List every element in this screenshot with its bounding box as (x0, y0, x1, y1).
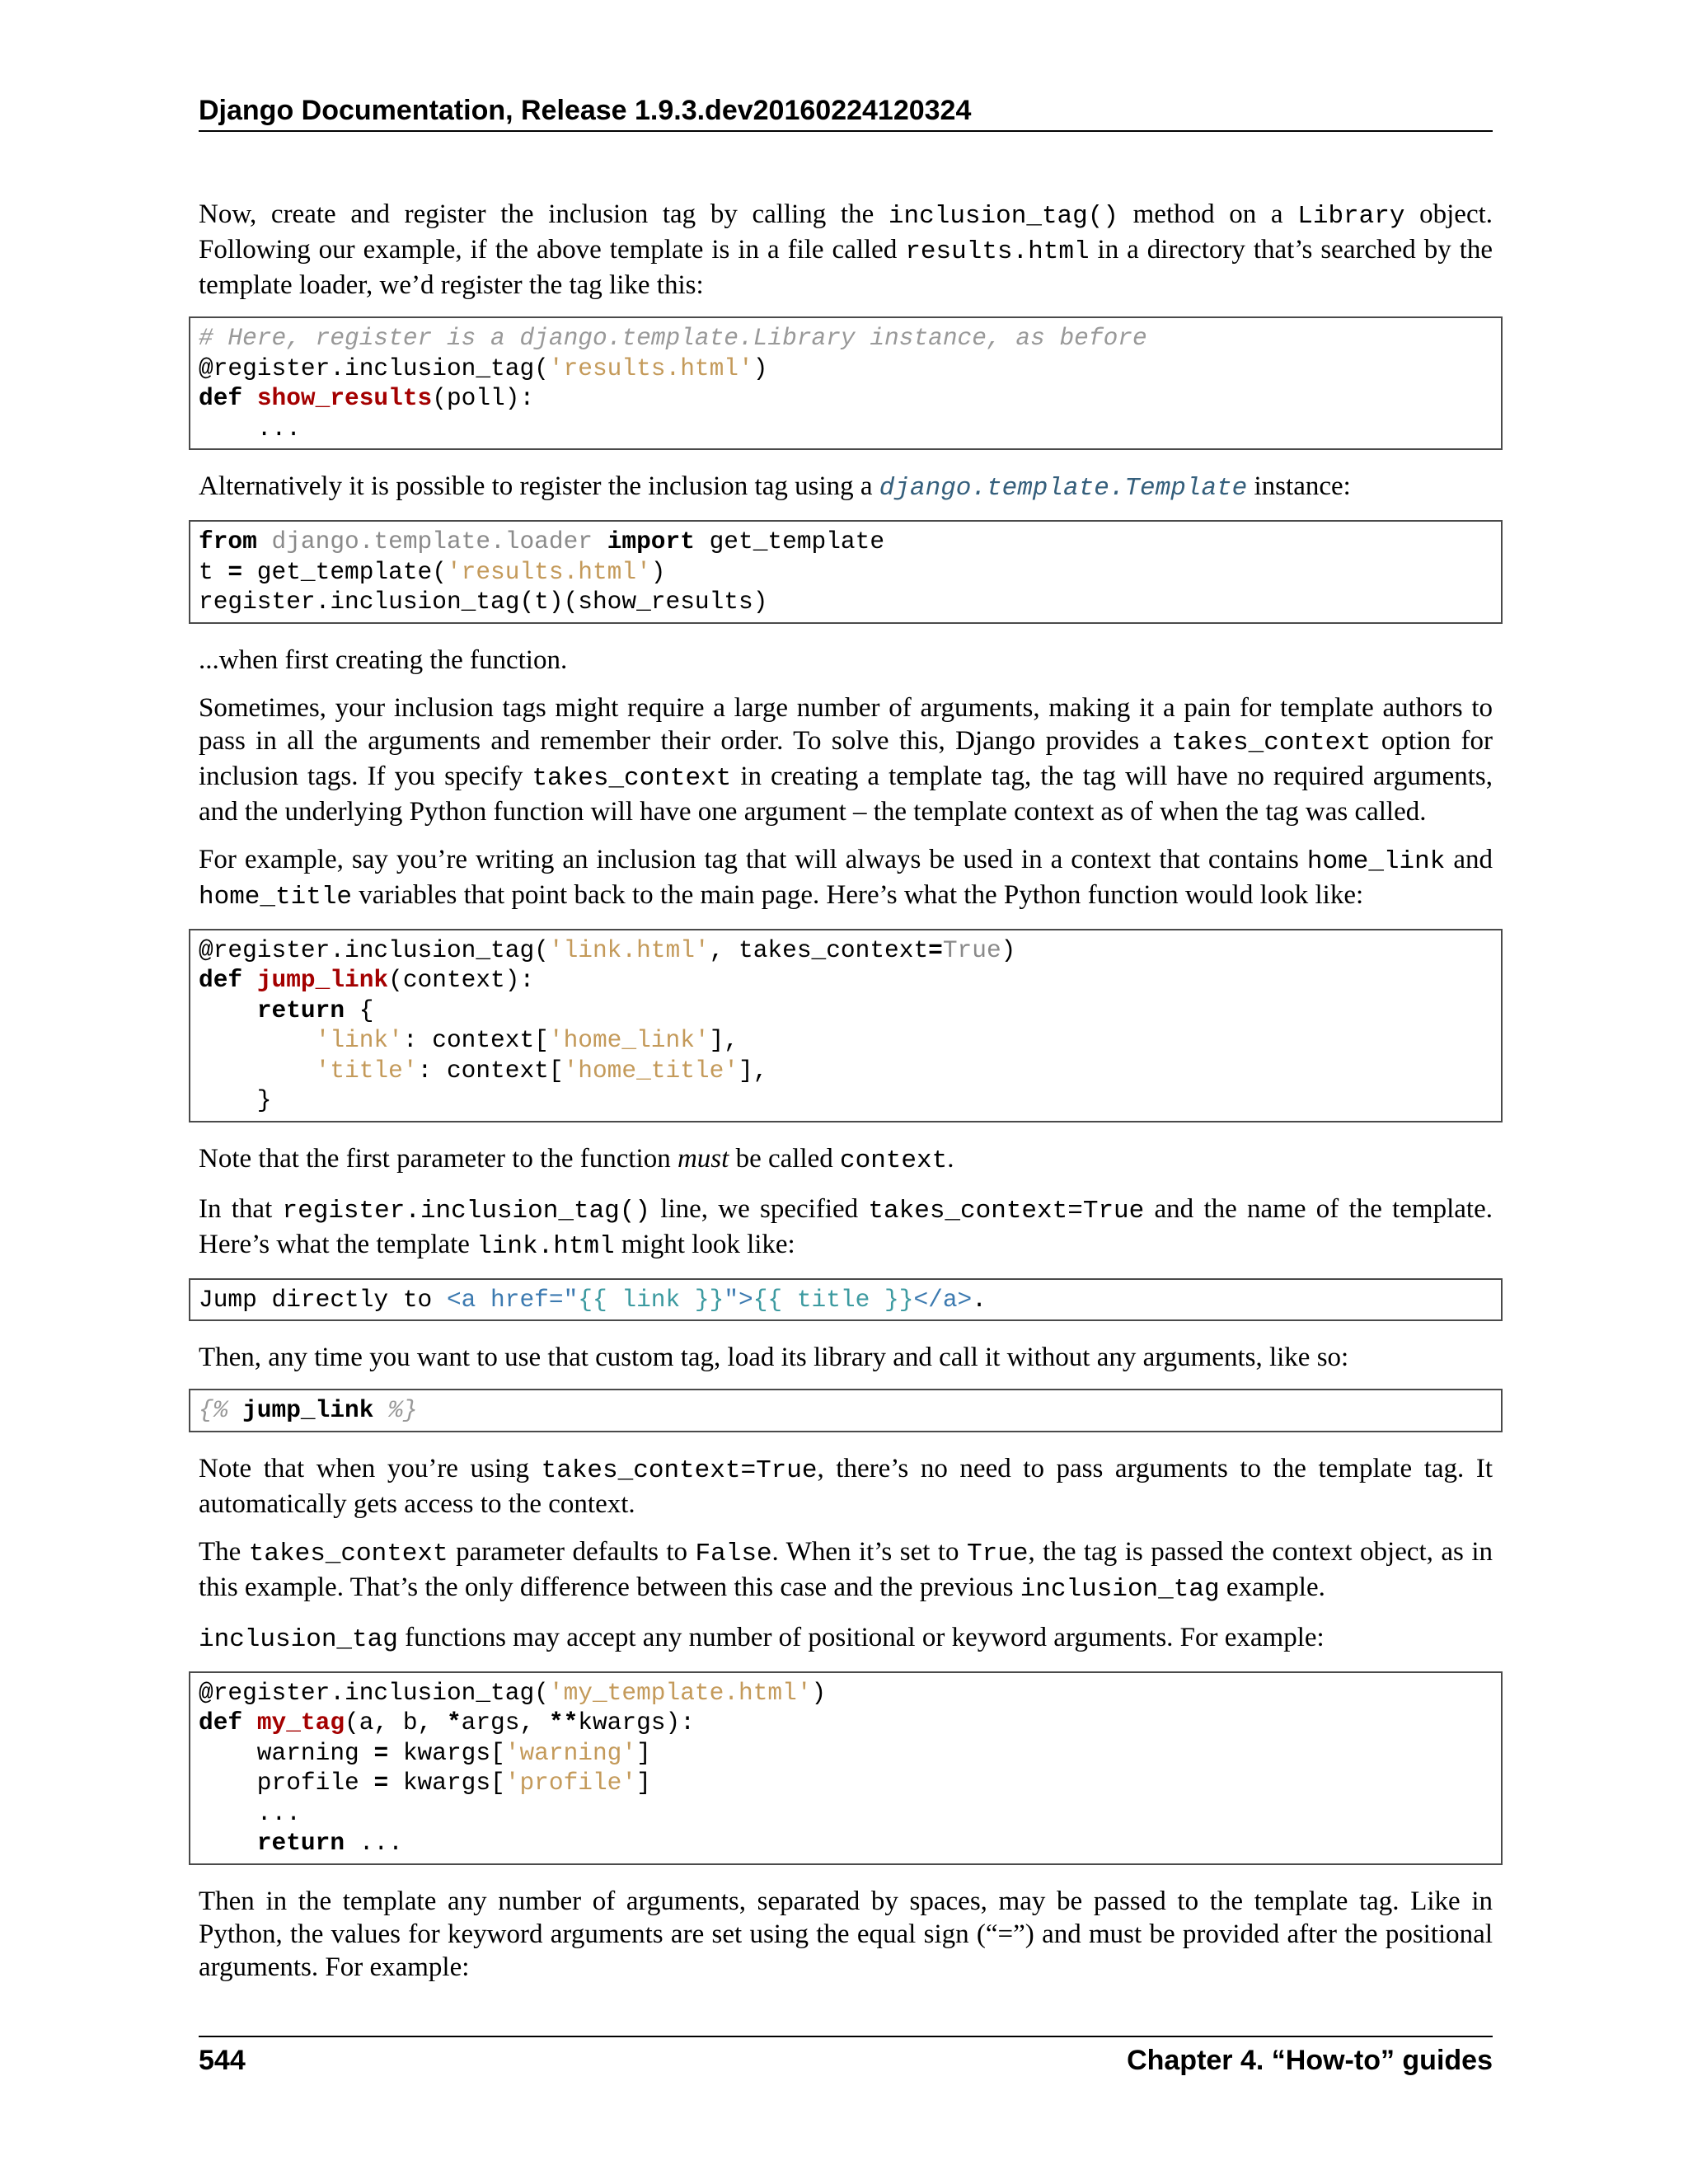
paragraph-no-need-arguments: Note that when you’re using takes_context=True, there’s no need to pass arguments to the template tag. It automatically gets access to the context. (199, 1453, 1493, 1519)
code-block-my-tag: @register.inclusion_tag('my_template.html') def my_tag(a, b, *args, **kwargs): warning = kwargs['warning'] profile = kwargs['profile'] ... return ... (189, 1671, 1503, 1865)
code-block-get-template: from django.template.loader import get_template t = get_template('results.html') register.inclusion_tag(t)(show_results) (189, 520, 1503, 624)
code-block-jump-link-usage: {% jump_link %} (189, 1389, 1503, 1432)
paragraph-positional-keyword: inclusion_tag functions may accept any number of positional or keyword arguments. For example: (199, 1622, 1325, 1654)
footer-divider (199, 2036, 1493, 2037)
code-block-show-results: # Here, register is a django.template.Library instance, as before @register.inclusion_tag('results.html') def show_results(poll): ... (189, 316, 1503, 450)
paragraph-first-creating: ...when first creating the function. (199, 644, 568, 675)
paragraph-takes-context-intro: Sometimes, your inclusion tags might require a large number of arguments, making it a pain for template authors to pass in all the arguments and remember their order. To solve this, Django provides a takes_context option for inclusion tags. If you specify takes_context in creating a template tag, the tag will have no required arguments, and the underlying Python function will have one argument – the template context as of when the tag was called. (199, 692, 1493, 827)
template-class-link[interactable]: django.template.Template (879, 474, 1248, 503)
code-block-link-template: Jump directly to <a href="{{ link }}">{{ title }}</a>. (189, 1278, 1503, 1322)
page-body (199, 198, 1493, 1999)
code-block-jump-link: @register.inclusion_tag('link.html', takes_context=True) def jump_link(context): return { 'link': context['home_link'], 'title': context['home_title'], } (189, 929, 1503, 1122)
chapter-title: Chapter 4. “How-to” guides (1127, 2045, 1493, 2076)
running-header: Django Documentation, Release 1.9.3.dev20160224120324 (199, 95, 972, 126)
paragraph-template-arguments: Then in the template any number of arguments, separated by spaces, may be passed to the template tag. Like in Python, the values for keyword arguments are set using the equal sign (“=”) and must be provided after the positional arguments. For example: (199, 1886, 1493, 1982)
paragraph-link-html: In that register.inclusion_tag() line, we specified takes_context=True and the name of the template. Here’s what the template link.html might look like: (199, 1193, 1493, 1261)
header-divider (199, 130, 1493, 132)
page-number: 544 (199, 2045, 246, 2076)
paragraph-home-link-example: For example, say you’re writing an inclusion tag that will always be used in a context that contains home_link and home_title variables that point back to the main page. Here’s what the Python function would look like: (199, 844, 1493, 912)
paragraph-template-instance: Alternatively it is possible to register the inclusion tag using a django.template.Template instance: (199, 471, 1351, 503)
paragraph-register-inclusion-tag: Now, create and register the inclusion tag by calling the inclusion_tag() method on a Library object. Following our example, if the above template is in a file called results.html in a directory that’s searched by the template loader, we’d register the tag like this: (199, 199, 1493, 300)
paragraph-takes-context-default: The takes_context parameter defaults to False. When it’s set to True, the tag is passed the context object, as in this example. That’s the only difference between this case and the previous inclusion_tag example. (199, 1536, 1493, 1604)
paragraph-use-custom-tag: Then, any time you want to use that custom tag, load its library and call it without any arguments, like so: (199, 1343, 1349, 1372)
paragraph-must-be-context: Note that the first parameter to the function must be called context. (199, 1143, 954, 1175)
